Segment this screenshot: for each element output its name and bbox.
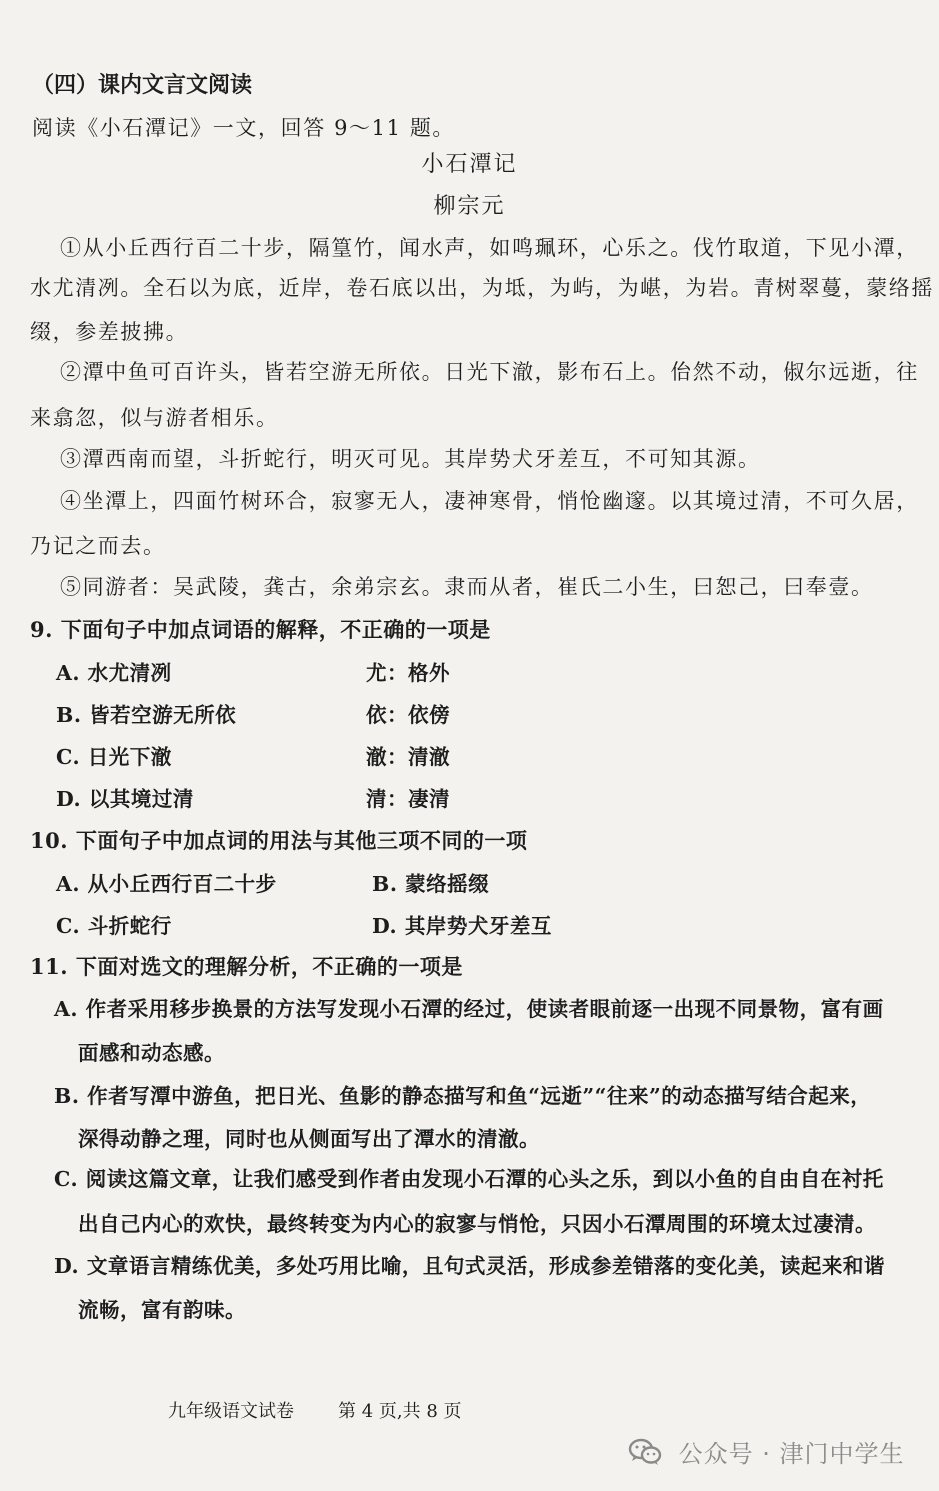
q11-option-a: A. 作者采用移步换景的方法写发现小石潭的经过，使读者眼前逐一出现不同景物，富有画	[54, 997, 884, 1021]
q11-option-a-cont: 面感和动态感。	[78, 1041, 225, 1065]
passage-line: ③潭西南而望，斗折蛇行，明灭可见。其岸势犬牙差互，不可知其源。	[60, 447, 761, 471]
q9-option-d: D. 以其境过清	[56, 787, 194, 811]
passage-line: ⑤同游者：吴武陵，龚古，余弟宗玄。隶而从者，崔氏二小生，曰恕己，曰奉壹。	[60, 575, 874, 599]
q9-option-a-gloss: 尤：格外	[366, 661, 450, 685]
passage-line: ②潭中鱼可百许头，皆若空游无所依。日光下澈，影布石上。佁然不动，俶尔远逝，往	[60, 360, 919, 384]
question-9-stem: 9. 下面句子中加点词语的解释，不正确的一项是	[30, 617, 491, 642]
footer-page-number: 第 4 页,共 8 页	[338, 1401, 462, 1422]
passage-title: 小石潭记	[421, 152, 518, 177]
passage-line: 水尤清冽。全石以为底，近岸，卷石底以出，为坻，为屿，为嵁，为岩。青树翠蔓，蒙络摇	[30, 276, 934, 300]
q9-option-b-gloss: 依：依傍	[366, 703, 450, 727]
q11-option-c: C. 阅读这篇文章，让我们感受到作者由发现小石潭的心头之乐，到以小鱼的自由自在衬托	[54, 1167, 884, 1191]
instruction: 阅读《小石潭记》一文，回答 9～11 题。	[32, 116, 456, 140]
q10-option-a: A. 从小丘西行百二十步	[56, 872, 277, 896]
passage-line: ①从小丘西行百二十步，隔篁竹，闻水声，如鸣珮环，心乐之。伐竹取道，下见小潭，	[60, 236, 919, 260]
wechat-icon	[628, 1438, 662, 1472]
question-11-stem: 11. 下面对选文的理解分析，不正确的一项是	[30, 954, 463, 979]
q11-option-b-cont: 深得动静之理，同时也从侧面写出了潭水的清澈。	[78, 1127, 540, 1151]
q9-option-b: B. 皆若空游无所依	[56, 703, 237, 727]
question-10-stem: 10. 下面句子中加点词的用法与其他三项不同的一项	[30, 828, 528, 853]
passage-line: 来翕忽，似与游者相乐。	[30, 406, 279, 430]
q11-option-d: D. 文章语言精练优美，多处巧用比喻，且句式灵活，形成参差错落的变化美，读起来和谐	[54, 1254, 885, 1278]
watermark-text: 公众号 · 津门中学生	[678, 1440, 905, 1468]
section-heading: （四）课内文言文阅读	[32, 72, 253, 98]
watermark	[628, 1434, 905, 1472]
q9-option-d-gloss: 清：凄清	[366, 787, 450, 811]
q10-option-b: B. 蒙络摇缀	[372, 872, 490, 896]
q11-option-c-cont: 出自己内心的欢快，最终转变为内心的寂寥与悄怆，只因小石潭周围的环境太过凄清。	[78, 1212, 876, 1236]
q11-option-d-cont: 流畅，富有韵味。	[78, 1298, 246, 1322]
q10-option-d: D. 其岸势犬牙差互	[372, 914, 552, 938]
passage-line: 乃记之而去。	[30, 534, 166, 558]
footer-subject: 九年级语文试卷	[168, 1401, 294, 1422]
passage-line: ④坐潭上，四面竹树环合，寂寥无人，凄神寒骨，悄怆幽邃。以其境过清，不可久居，	[60, 489, 919, 513]
q9-option-c: C. 日光下澈	[56, 745, 172, 769]
q10-option-c: C. 斗折蛇行	[56, 914, 172, 938]
q11-option-b: B. 作者写潭中游鱼，把日光、鱼影的静态描写和鱼“远逝”“往来”的动态描写结合起来，	[54, 1084, 872, 1108]
passage-line: 缀，参差披拂。	[30, 320, 189, 344]
q9-option-c-gloss: 澈：清澈	[366, 745, 450, 769]
q9-option-a: A. 水尤清冽	[56, 661, 172, 685]
passage-author: 柳宗元	[433, 194, 506, 219]
